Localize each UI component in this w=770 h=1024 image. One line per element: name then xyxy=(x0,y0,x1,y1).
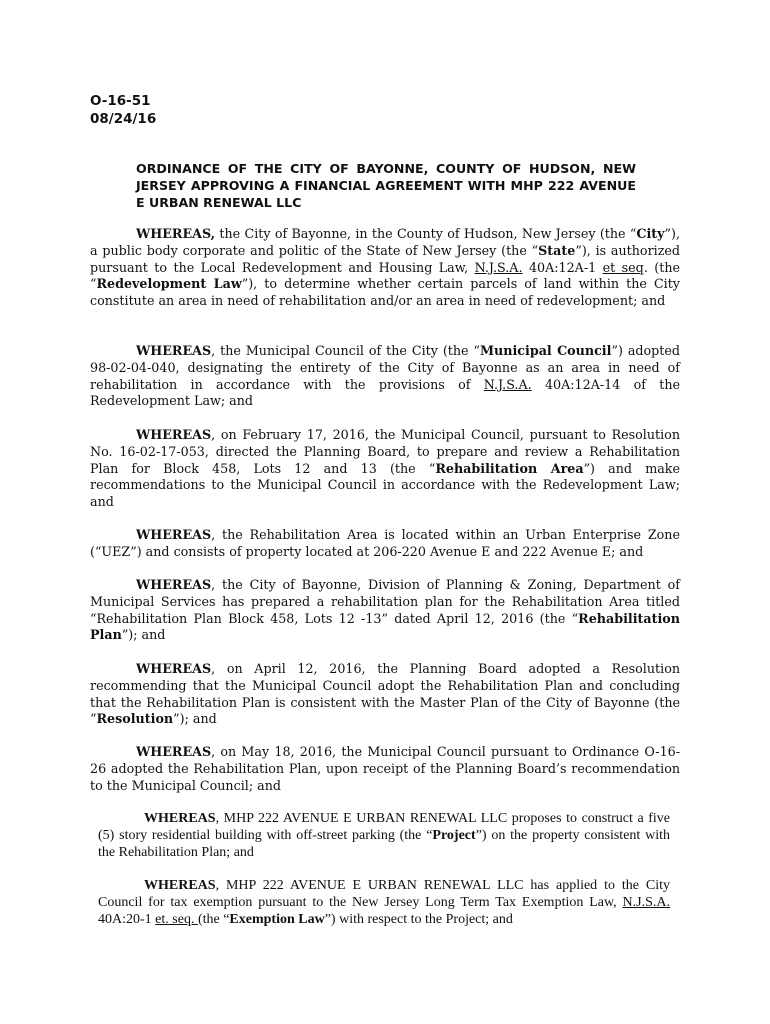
whereas-paragraph-5: WHEREAS, the City of Bayonne, Division of Planning & Zoning, Department of Municipal Services has prepared a rehabilitation plan for the Rehabilitation Area titled “Rehabilitation Plan Block 458, Lots 12 -13” dated April 12, 2016 (the “Rehabilitation Plan”); and xyxy=(90,577,680,643)
whereas-paragraph-9: WHEREAS, MHP 222 AVENUE E URBAN RENEWAL LLC has applied to the City Council for tax exemption pursuant to the New Jersey Long Term Tax Exemption Law, N.J.S.A. 40A:20-1 et. seq. (the “Exemption Law”) with respect to the Project; and xyxy=(98,878,670,927)
whereas-paragraph-4: WHEREAS, the Rehabilitation Area is located within an Urban Enterprise Zone (“UEZ”) and consists of property located at 206-220 Avenue E and 222 Avenue E; and xyxy=(90,527,680,559)
whereas-paragraph-7: WHEREAS, on May 18, 2016, the Municipal Council pursuant to Ordinance O-16-26 adopted the Rehabilitation Plan, upon receipt of the Planning Board’s recommendation to the Municipal Council; and xyxy=(90,744,680,793)
whereas-paragraph-3: WHEREAS, on February 17, 2016, the Municipal Council, pursuant to Resolution No. 16-02-17-053, directed the Planning Board, to prepare and review a Rehabilitation Plan for Block 458, Lots 12 and 13 (the “Rehabilitation Area”) and make recommendations to the Municipal Council in accordance with the Redevelopment Law; and xyxy=(90,427,680,510)
ordinance-header xyxy=(90,92,156,128)
ordinance-number: O-16-51 xyxy=(90,93,151,109)
whereas-paragraph-6: WHEREAS, on April 12, 2016, the Planning Board adopted a Resolution recommending that the Municipal Council adopt the Rehabilitation Plan and concluding that the Rehabilitation Plan is consistent with the Master Plan of the City of Bayonne (the “Resolution”); and xyxy=(90,661,680,727)
whereas-paragraph-8: WHEREAS, MHP 222 AVENUE E URBAN RENEWAL LLC proposes to construct a five (5) story residential building with off-street parking (the “Project”) on the property consistent with the Rehabilitation Plan; and xyxy=(98,811,670,860)
whereas-paragraph-1: WHEREAS, the City of Bayonne, in the County of Hudson, New Jersey (the “City”), a public body corporate and politic of the State of New Jersey (the “State”), is authorized pursuant to the Local Redevelopment and Housing Law, N.J.S.A. 40A:12A-1 et seq. (the “Redevelopment Law”), to determine whether certain parcels of land within the City constitute an area in need of rehabilitation and/or an area in need of redevelopment; and xyxy=(90,226,681,309)
ordinance-date: 08/24/16 xyxy=(90,111,157,127)
whereas-paragraph-2: WHEREAS, the Municipal Council of the City (the “Municipal Council”) adopted 98-02-04-040, designating the entirety of the City of Bayonne as an area in need of rehabilitation in accordance with the provisions of N.J.S.A. 40A:12A-14 of the Redevelopment Law; and xyxy=(90,343,680,409)
ordinance-title: ORDINANCE OF THE CITY OF BAYONNE, COUNTY OF HUDSON, NEW JERSEY APPROVING A FINANCIAL AGREEMENT WITH MHP 222 AVENUE E URBAN RENEWAL LLC xyxy=(136,161,636,210)
